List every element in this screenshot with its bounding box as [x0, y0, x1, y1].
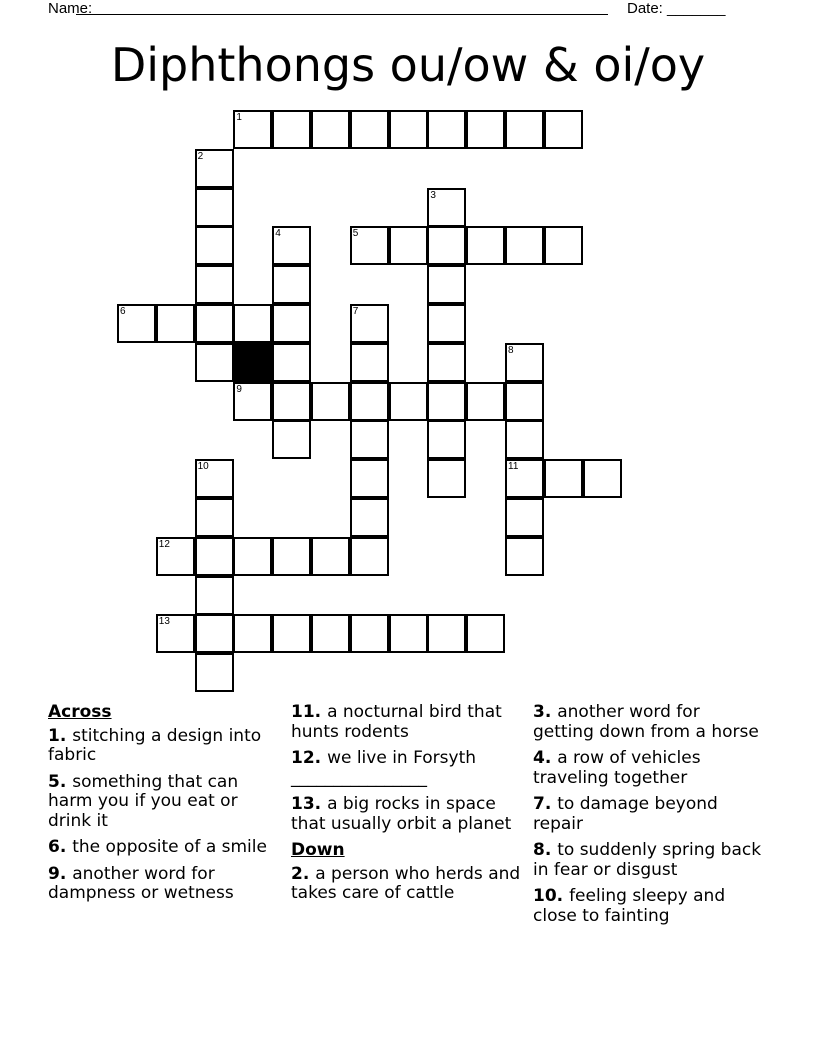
grid-cell[interactable]	[427, 420, 466, 459]
grid-cell[interactable]	[311, 537, 350, 576]
cell-number: 12	[158, 538, 170, 550]
clue-down-4: 4. a row of vehicles traveling together	[533, 748, 701, 788]
grid-cell[interactable]	[156, 614, 195, 653]
grid-cell[interactable]	[195, 498, 234, 537]
clue-text: another word for getting down from a horse	[533, 702, 759, 742]
grid-cell[interactable]	[505, 226, 544, 265]
cell-number: 3	[430, 189, 436, 201]
grid-cell[interactable]	[272, 420, 311, 459]
grid-cell[interactable]	[389, 382, 428, 421]
grid-cell[interactable]	[350, 498, 389, 537]
cell-number: 13	[158, 616, 170, 628]
date-label: Date: _______	[627, 0, 726, 17]
grid-cell[interactable]	[195, 149, 234, 188]
cell-number: 7	[352, 306, 359, 317]
clue-number: 13	[291, 794, 315, 814]
clue-across-5: 5. something that can harm you if you eat or drink it	[48, 771, 239, 831]
grid-cell[interactable]	[427, 614, 466, 653]
cell-number: 10	[197, 461, 209, 473]
clue-number: 1	[48, 725, 60, 746]
clue-down-8: 8. to suddenly spring back in fear or disgust	[533, 840, 762, 880]
grid-cell[interactable]	[466, 226, 505, 265]
grid-cell[interactable]	[427, 343, 466, 382]
grid-cell[interactable]	[389, 226, 428, 265]
clue-text: a nocturnal bird that hunts rodents	[291, 702, 502, 742]
clue-down-10: 10. feeling sleepy and close to fainting	[533, 886, 726, 926]
grid-cell[interactable]	[117, 304, 156, 343]
grid-cell[interactable]	[466, 110, 505, 149]
cell-number: 5	[352, 228, 359, 240]
grid-cell[interactable]	[195, 304, 234, 343]
clue-across-1: 1. stitching a design into fabric	[48, 725, 262, 765]
grid-cell[interactable]	[427, 304, 466, 343]
clue-across-12: 12. we live in Forsyth ________________	[291, 748, 477, 788]
grid-cell[interactable]	[195, 614, 234, 653]
grid-cell[interactable]	[427, 382, 466, 421]
clue-number: 6	[48, 837, 60, 857]
clue-across-6: 6. the opposite of a smile	[48, 837, 267, 857]
clue-number: 12	[291, 748, 315, 768]
grid-cell[interactable]	[505, 382, 544, 421]
grid-cell[interactable]	[195, 265, 234, 304]
clue-column-1	[48, 703, 280, 911]
grid-cell[interactable]	[427, 110, 466, 149]
grid-cell[interactable]	[505, 110, 544, 149]
grid-cell[interactable]	[505, 420, 544, 459]
clue-down-7: 7. to damage beyond repair	[533, 794, 718, 834]
grid-cell[interactable]	[195, 188, 234, 227]
grid-cell[interactable]	[583, 459, 622, 498]
grid-cell[interactable]	[427, 459, 466, 498]
across-heading: Across	[48, 702, 112, 722]
grid-cell[interactable]	[505, 537, 544, 576]
grid-cell[interactable]	[195, 576, 234, 615]
clue-down-3: 3. another word for getting down from a horse	[533, 702, 759, 742]
grid-cell[interactable]	[272, 265, 311, 304]
grid-cell[interactable]	[233, 304, 272, 343]
grid-cell[interactable]	[350, 110, 389, 149]
grid-cell[interactable]	[233, 382, 272, 421]
grid-cell[interactable]	[466, 382, 505, 421]
grid-cell[interactable]	[195, 459, 234, 498]
grid-cell[interactable]	[505, 498, 544, 537]
grid-cell[interactable]	[272, 226, 311, 265]
clue-across-13: 13. a big rocks in space that usually orbit a planet	[291, 794, 512, 834]
grid-cell[interactable]	[350, 304, 389, 343]
grid-cell[interactable]	[466, 614, 505, 653]
name-label: Name:	[48, 0, 93, 17]
clue-text: a row of vehicles traveling together	[533, 748, 701, 788]
clue-column-3	[533, 703, 765, 933]
grid-cell[interactable]	[350, 537, 389, 576]
page-title: Diphthongs ou/ow & oi/oy	[110, 38, 706, 92]
grid-cell[interactable]	[389, 110, 428, 149]
grid-cell[interactable]	[350, 614, 389, 653]
cell-number: 4	[275, 228, 281, 240]
cell-number: 1	[236, 112, 242, 123]
clue-number: 3	[533, 702, 545, 722]
grid-cell[interactable]	[311, 382, 350, 421]
grid-cell[interactable]	[272, 343, 311, 382]
cell-number: 9	[236, 383, 242, 395]
clue-number: 4	[533, 748, 545, 768]
grid-cell[interactable]	[195, 226, 234, 265]
clue-column-2	[291, 703, 523, 911]
grid-cell[interactable]	[195, 653, 234, 692]
cell-number: 11	[508, 461, 519, 473]
grid-cell[interactable]	[505, 459, 544, 498]
grid-cell[interactable]	[544, 110, 583, 149]
grid-cell[interactable]	[389, 614, 428, 653]
clue-number: 7	[533, 794, 545, 814]
grid-cell[interactable]	[156, 537, 195, 576]
clue-text: to damage beyond repair	[533, 794, 718, 834]
grid-cell[interactable]	[350, 343, 389, 382]
cell-number: 2	[197, 150, 204, 162]
grid-cell[interactable]	[272, 537, 311, 576]
grid-cell[interactable]	[272, 110, 311, 149]
grid-cell[interactable]	[350, 420, 389, 459]
grid-cell[interactable]	[272, 382, 311, 421]
down-heading: Down	[291, 840, 345, 860]
clue-number: 10	[533, 886, 557, 906]
clue-text: a big rocks in space that usually orbit a planet	[291, 794, 512, 834]
clue-down-2: 2. a person who herds and takes care of cattle	[291, 863, 521, 903]
clue-text: a person who herds and takes care of cattle	[291, 863, 521, 903]
grid-cell[interactable]	[427, 188, 466, 227]
grid-cell[interactable]	[350, 226, 389, 265]
grid-cell[interactable]	[233, 614, 272, 653]
clue-number: 5	[48, 771, 60, 792]
grid-cell[interactable]	[427, 226, 466, 265]
clue-text: stitching a design into fabric	[48, 725, 262, 765]
grid-cell[interactable]	[272, 614, 311, 653]
clue-text: something that can harm you if you eat or drink it	[48, 771, 239, 831]
clue-text: another word for dampness or wetness	[48, 863, 234, 903]
clue-number: 2	[291, 863, 303, 884]
clue-number: 9	[48, 863, 60, 884]
black-cell	[233, 343, 272, 382]
clue-across-11: 11. a nocturnal bird that hunts rodents	[291, 702, 502, 742]
grid-cell[interactable]	[505, 343, 544, 382]
grid-cell[interactable]	[311, 110, 350, 149]
clue-number: 8	[533, 840, 545, 860]
grid-cell[interactable]	[233, 537, 272, 576]
grid-cell[interactable]	[195, 343, 234, 382]
clue-text: the opposite of a smile	[72, 837, 267, 857]
clue-text: we live in Forsyth ________________	[291, 748, 477, 788]
grid-cell[interactable]	[195, 537, 234, 576]
grid-cell[interactable]	[233, 110, 272, 149]
grid-cell[interactable]	[272, 304, 311, 343]
clue-across-9: 9. another word for dampness or wetness	[48, 863, 234, 903]
grid-cell[interactable]	[156, 304, 195, 343]
cell-number: 6	[120, 306, 126, 317]
grid-cell[interactable]	[544, 226, 583, 265]
grid-cell[interactable]	[427, 265, 466, 304]
grid-cell[interactable]	[311, 614, 350, 653]
clue-text: feeling sleepy and close to fainting	[533, 886, 726, 926]
grid-cell[interactable]	[544, 459, 583, 498]
clue-number: 11	[291, 702, 315, 722]
clue-text: to suddenly spring back in fear or disgust	[533, 840, 762, 880]
grid-cell[interactable]	[350, 382, 389, 421]
grid-cell[interactable]	[350, 459, 389, 498]
cell-number: 8	[508, 344, 514, 356]
